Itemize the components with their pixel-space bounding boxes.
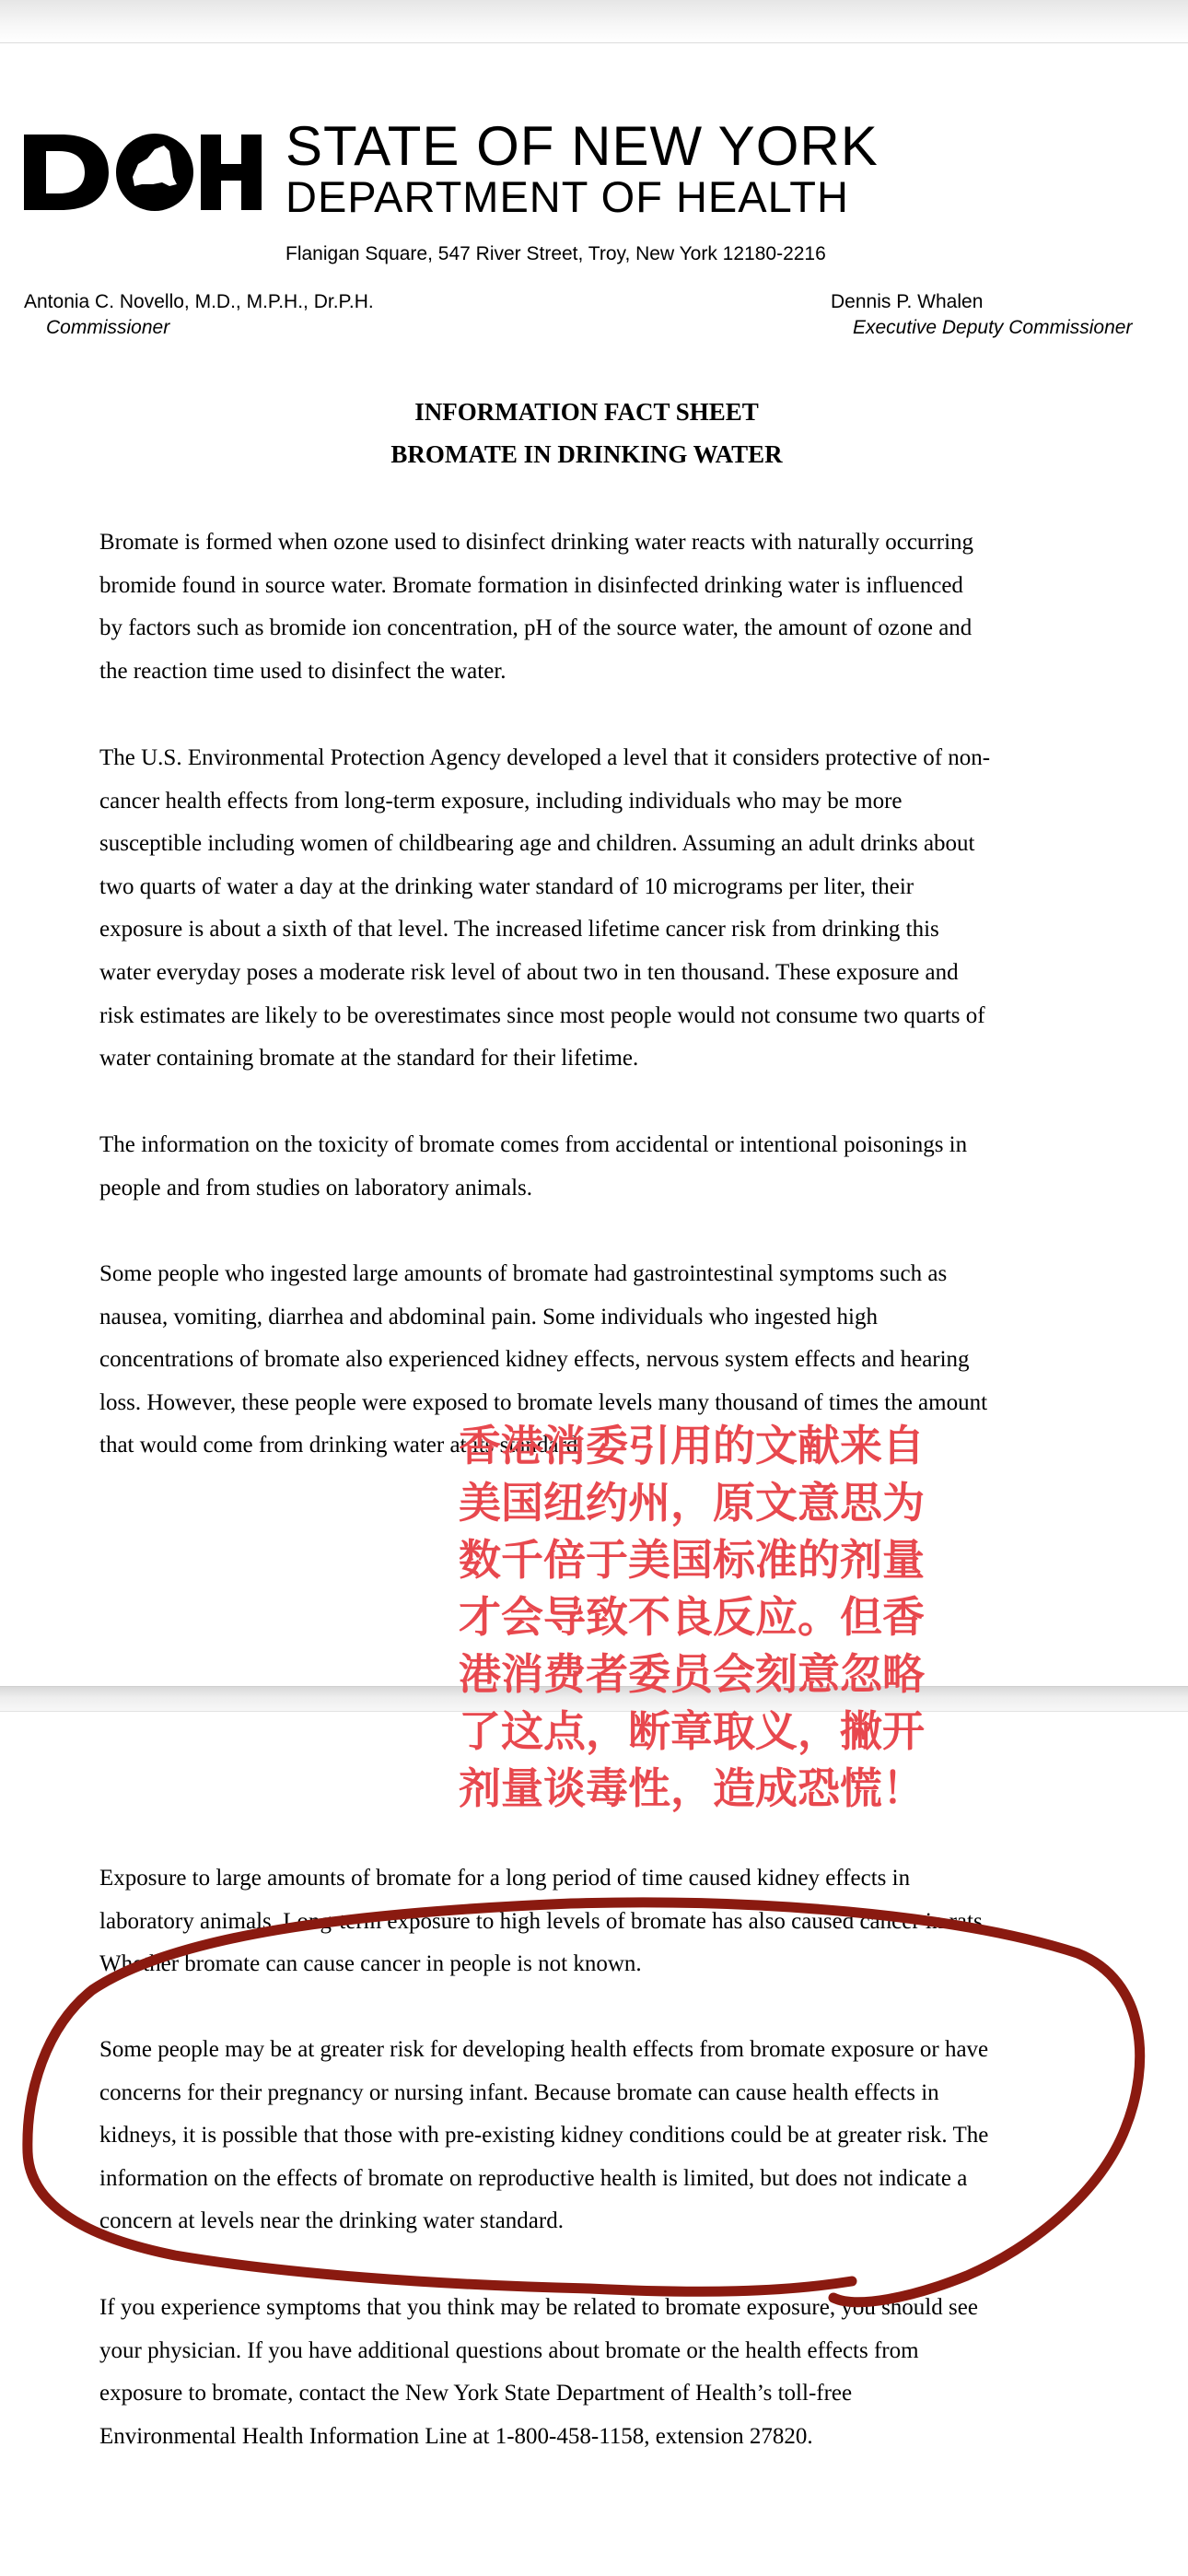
paragraph-animal-studies: Exposure to large amounts of bromate for a long period of time caused kidney effects in laboratory animals. Long-term exposure to high levels of bromate has also caused cancer in rats. Whether bromate can cause cancer in people is not known. — [99, 1866, 988, 1977]
agency-name-line1: STATE OF NEW YORK — [285, 115, 879, 177]
red-annotation-text: 香港消委引用的文献来自 美国纽约州，原文意思为 数千倍于美国标准的剂量 才会导致不良反应。但香 港消费者委员会刻意忽略 了这点，断章取义，撇开 剂量谈毒性，造成恐慌！ — [459, 1421, 925, 1813]
paragraph-toxicity-source: The information on the toxicity of bromate comes from accidental or intentional poisonings in people and from studies on laboratory animals. — [99, 1132, 968, 1200]
paragraph-formation: Bromate is formed when ozone used to disinfect drinking water reacts with naturally occurring bromide found in source water. Bromate formation in disinfected drinking water is influenced by factors such as bromide ion concentration, pH of the source water, the amount of ozone and the reaction time used to disinfect the water. — [99, 530, 974, 684]
paragraph-at-risk-groups: Some people may be at greater risk for developing health effects from bromate exposure or have concerns for their pregnancy or nursing infant. Because bromate can cause health effects in kidneys, it is possible that those with pre-existing kidney conditions could be at greater risk. The information on the effects of bromate on reproductive health is limited, but does not indicate a concern at levels near the drinking water standard. — [99, 2037, 989, 2234]
commissioner-title: Commissioner — [46, 317, 170, 338]
deputy-commissioner-block — [831, 291, 1132, 339]
deputy-commissioner-name: Dennis P. Whalen — [831, 291, 984, 312]
fact-sheet-heading: INFORMATION FACT SHEET — [414, 398, 759, 426]
paragraph-ingestion-effects: Some people who ingested large amounts of bromate had gastrointestinal symptoms such as nausea, vomiting, diarrhea and abdominal pain. Some individuals who ingested high concentrations of bromate also experienced kidney effects, nervous system effects and hearing loss. However, these people were exposed to bromate levels many thousand of times the amount that would come from drinking water at its standard. — [99, 1261, 988, 1458]
agency-name-line2: DEPARTMENT OF HEALTH — [285, 172, 849, 221]
viewer-top-bar — [0, 0, 1188, 43]
deputy-commissioner-title: Executive Deputy Commissioner — [853, 317, 1133, 338]
fact-sheet-subject: BROMATE IN DRINKING WATER — [390, 440, 783, 468]
paragraph-contact-info: If you experience symptoms that you think may be related to bromate exposure, you should see your physician. If you have additional questions about bromate or the health effects from exposure to bromate, contact the New York State Department of Health’s toll-free Environmental Health Information Line at 1-800-458-1158, extension 27820. — [99, 2295, 978, 2449]
commissioner-block — [24, 291, 374, 339]
commissioner-name: Antonia C. Novello, M.D., M.P.H., Dr.P.H. — [24, 291, 374, 312]
paragraph-epa-level: The U.S. Environmental Protection Agency developed a level that it considers protective of non- cancer health effects from long-term exposure, including individuals who may be more susceptible including women of childbearing age and children. Assuming an adult drinks about two quarts of water a day at the drinking water standard of 10 micrograms per liter, their exposure is about a sixth of that level. The increased lifetime cancer risk from drinking this water everyday poses a moderate risk level of about two in ten thousand. These exposure and risk estimates are likely to be overestimates since most people would not consume two quarts of water containing bromate at the standard for their lifetime. — [99, 745, 991, 1071]
doh-logo — [24, 131, 263, 214]
agency-address: Flanigan Square, 547 River Street, Troy, New York 12180-2216 — [285, 243, 826, 264]
